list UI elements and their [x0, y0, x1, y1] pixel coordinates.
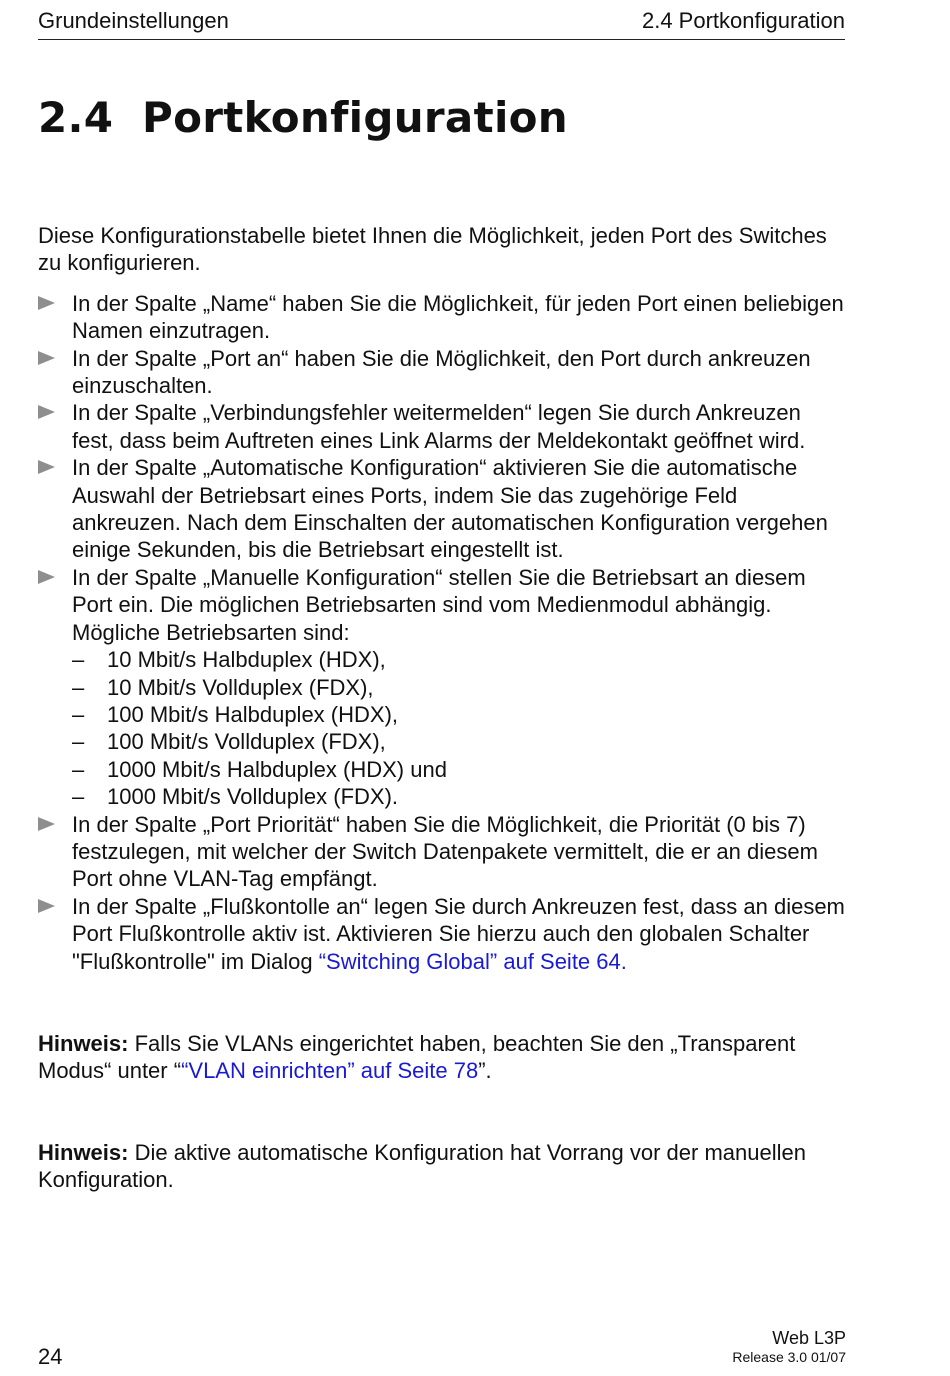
mode-text: 10 Mbit/s Vollduplex (FDX), [107, 674, 374, 700]
dash-bullet: – [72, 784, 85, 810]
product-name: Web L3P [772, 1328, 846, 1348]
link-period: . [620, 948, 627, 974]
bullet-text: In der Spalte „Port an“ haben Sie die Möglichkeit, den Port durch ankreuzen einzuschalten. [72, 345, 811, 399]
dash-bullet: – [72, 647, 85, 673]
vlan-einrichten-link[interactable]: “VLAN einrichten” auf Seite 78 [181, 1058, 479, 1084]
bullet-text: In der Spalte „Port Priorität“ haben Sie die Möglichkeit, die Priorität (0 bis 7) festzulegen, mit welcher der Switch Datenpakete vermittelt, die er an diesem Port ohne VLAN-Tag empfängt. [72, 811, 818, 892]
intro-paragraph: Diese Konfigurationstabelle bietet Ihnen die Möglichkeit, jeden Port des Switches zu konfigurieren. [38, 223, 827, 276]
note-label: Hinweis: [38, 1030, 129, 1056]
footer-info [732, 1328, 846, 1366]
page-header [38, 6, 845, 40]
note-text: Falls Sie VLANs eingerichtet haben, beachten Sie den „Transparent Modus“ unter “ [38, 1030, 796, 1084]
bullet-text: In der Spalte „Name“ haben Sie die Möglichkeit, für jeden Port einen beliebigen Namen einzutragen. [72, 290, 844, 344]
bullet-item [38, 893, 848, 975]
bullet-list [38, 290, 848, 975]
bullet-text: In der Spalte „Manuelle Konfiguration“ stellen Sie die Betriebsart an diesem Port ein. Die möglichen Betriebsarten sind vom Medienmodul abhängig. Mögliche Betriebsarten sind: [72, 564, 806, 645]
page-number: 24 [38, 1344, 63, 1369]
triangle-bullet-icon [38, 405, 55, 419]
bullet-item [38, 811, 848, 893]
mode-text: 1000 Mbit/s Vollduplex (FDX). [107, 784, 399, 810]
triangle-bullet-icon [38, 460, 55, 474]
mode-text: 100 Mbit/s Halbduplex (HDX), [107, 701, 399, 727]
triangle-bullet-icon [38, 296, 55, 310]
mode-text: 100 Mbit/s Vollduplex (FDX), [107, 729, 386, 755]
note-label: Hinweis: [38, 1139, 129, 1165]
note-vlan [38, 1030, 848, 1085]
bullet-text: In der Spalte „Automatische Konfiguration“ aktivieren Sie die automatische Auswahl der Betriebsart eines Ports, indem Sie das zugehörige Feld ankreuzen. Nach dem Einschalten der automatischen Konfiguration vergehen einige Sekunden, bis die Betriebsart eingestellt ist. [72, 455, 828, 563]
mode-item [72, 674, 848, 701]
triangle-bullet-icon [38, 351, 55, 365]
mode-item [72, 701, 848, 728]
switching-global-link[interactable]: “Switching Global” auf Seite 64 [318, 948, 621, 974]
bullet-text: In der Spalte „Verbindungsfehler weitermelden“ legen Sie durch Ankreuzen fest, dass beim Auftreten eines Link Alarms der Meldekontakt geöffnet wird. [72, 400, 806, 453]
mode-list [72, 646, 848, 810]
header-chapter: Grundeinstellungen [38, 8, 229, 33]
note-auto-config [38, 1139, 848, 1194]
bullet-item [38, 345, 848, 400]
section-title [38, 92, 568, 144]
mode-item [72, 728, 848, 755]
triangle-bullet-icon [38, 899, 55, 913]
bullet-text: In der Spalte „Flußkontolle an“ legen Sie durch Ankreuzen fest, dass an diesem Port Flußkontrolle aktiv ist. Aktivieren Sie hierzu auch den globalen Schalter "Flußkontrolle" im Dialog [72, 893, 845, 974]
dash-bullet: – [72, 674, 85, 700]
mode-item [72, 783, 848, 810]
section-number: 2.4 [38, 93, 114, 142]
dash-bullet: – [72, 701, 85, 727]
triangle-bullet-icon [38, 570, 55, 584]
bullet-item [38, 564, 848, 811]
note-end: ”. [478, 1058, 492, 1084]
mode-item [72, 756, 848, 783]
note-text: Die aktive automatische Konfiguration hat Vorrang vor der manuellen Konfiguration. [38, 1139, 806, 1193]
page-content [38, 222, 848, 1194]
bullet-item [38, 399, 848, 454]
dash-bullet: – [72, 756, 85, 782]
dash-bullet: – [72, 729, 85, 755]
bullet-item [38, 290, 848, 345]
header-section: 2.4 Portkonfiguration [641, 8, 845, 33]
release-info: Release 3.0 01/07 [732, 1349, 846, 1365]
bullet-item [38, 454, 848, 564]
triangle-bullet-icon [38, 817, 55, 831]
mode-text: 1000 Mbit/s Halbduplex (HDX) und [107, 756, 447, 782]
section-title-text: Portkonfiguration [142, 93, 569, 142]
mode-text: 10 Mbit/s Halbduplex (HDX), [107, 647, 386, 673]
mode-item [72, 646, 848, 673]
